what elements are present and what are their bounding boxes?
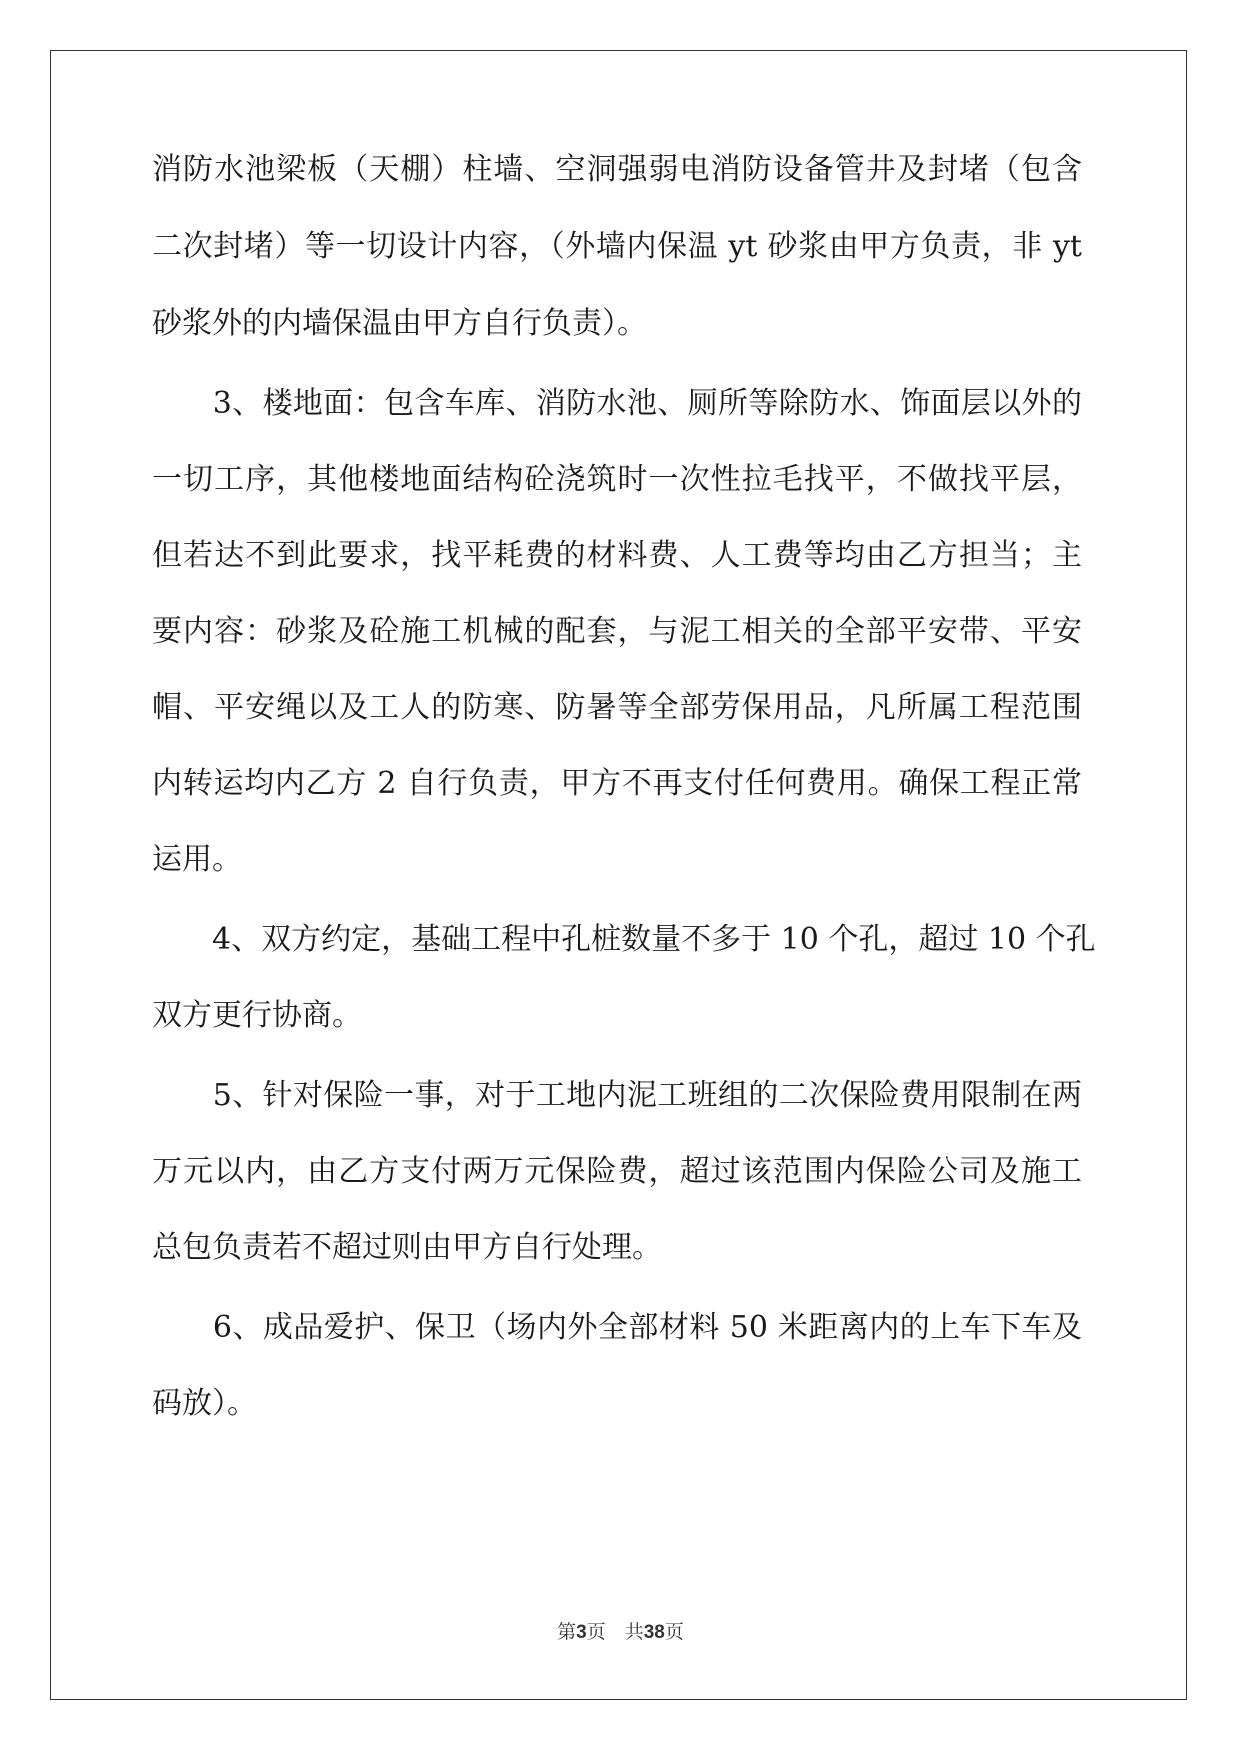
text-line: 一切工序，其他楼地面结构砼浇筑时一次性拉毛找平，不做找平层， <box>152 462 1082 497</box>
text-line: 总包负责若不超过则由甲方自行处理。 <box>152 1230 662 1265</box>
text-line: 双方更行协商。 <box>152 998 362 1033</box>
text-line: 码放）。 <box>152 1386 257 1421</box>
footer-mid: 页 共 <box>586 1621 644 1643</box>
text-line: 6、成品爱护、保卫（场内外全部材料 50 米距离内的上车下车及 <box>152 1310 1082 1345</box>
text-line: 帽、平安绳以及工人的防寒、防暑等全部劳保用品，凡所属工程范围 <box>152 690 1082 725</box>
total-page-number: 38 <box>643 1622 665 1643</box>
text-line: 二次封堵）等一切设计内容，（外墙内保温 yt 砂浆由甲方负责，非 yt <box>152 229 1082 264</box>
text-line: 砂浆外的内墙保温由甲方自行负责）。 <box>152 306 647 341</box>
current-page-number: 3 <box>576 1622 587 1643</box>
text-line: 内转运均内乙方 2 自行负责，甲方不再支付任何费用。确保工程正常 <box>152 766 1082 801</box>
text-line: 但若达不到此要求，找平耗费的材料费、人工费等均由乙方担当；主 <box>152 538 1082 573</box>
text-line: 万元以内，由乙方支付两万元保险费，超过该范围内保险公司及施工 <box>152 1154 1082 1189</box>
footer-prefix: 第 <box>557 1621 577 1643</box>
footer-suffix: 页 <box>664 1621 684 1643</box>
text-line: 5、针对保险一事，对于工地内泥工班组的二次保险费用限制在两 <box>152 1078 1082 1113</box>
text-line: 4、双方约定，基础工程中孔桩数量不多于 10 个孔，超过 10 个孔 <box>152 922 1096 957</box>
page-footer <box>0 1617 1241 1644</box>
text-line: 3、楼地面：包含车库、消防水池、厕所等除防水、饰面层以外的 <box>152 386 1082 421</box>
text-line: 要内容：砂浆及砼施工机械的配套，与泥工相关的全部平安带、平安 <box>152 614 1082 649</box>
text-line: 运用。 <box>152 842 242 877</box>
text-line: 消防水池梁板（天棚）柱墙、空洞强弱电消防设备管井及封堵（包含 <box>152 152 1082 187</box>
